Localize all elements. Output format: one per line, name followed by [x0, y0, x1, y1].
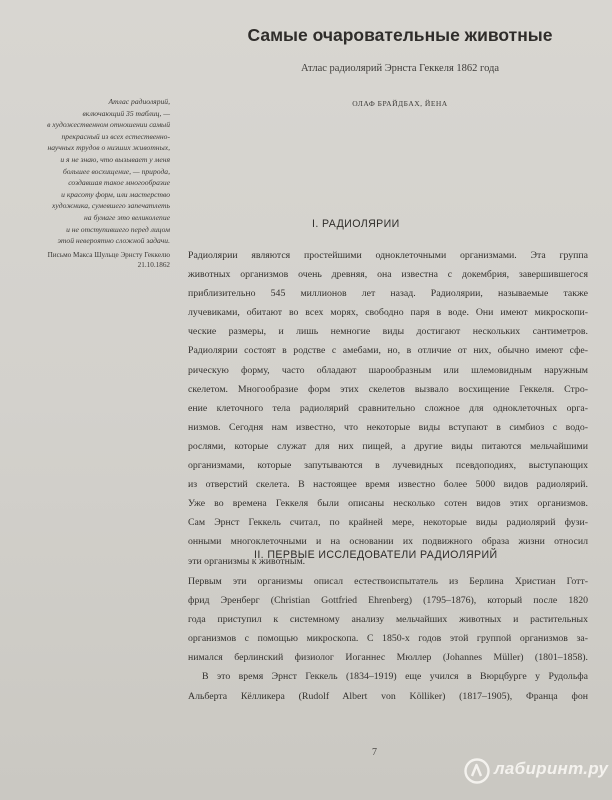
- section-body-radiolarians: [188, 246, 588, 571]
- body-line: Радиолярии состоят в родстве с амебами, но, в отличие от них, обычно имеют сфе-: [188, 345, 588, 357]
- epigraph-signature: Письмо Макса Шульце Эрнсту Геккелю: [47, 251, 170, 259]
- epigraph-line: художника, сумевшего запечатлеть: [52, 201, 170, 211]
- body-line: В это время Эрнст Геккель (1834–1919) еще учился в Вюрцбурге у Рудольфа: [202, 671, 588, 683]
- section-body-first-researchers: [188, 572, 588, 706]
- page-number: 7: [372, 747, 377, 758]
- epigraph-line: включающий 35 таблиц, —: [82, 108, 170, 118]
- page-subtitle: Атлас радиолярий Эрнста Геккеля 1862 года: [300, 63, 500, 74]
- body-line: ческие размеры, и лишь немногие виды достигают нескольких сантиметров.: [188, 326, 588, 338]
- body-line: лучевиками, обитают во всех морях, свободно паря в воде. Они имеют микроскопи-: [188, 307, 588, 319]
- epigraph-line: Атлас радиолярий,: [108, 97, 170, 106]
- body-line: животных организмов очень древняя, она известна с докембрия, завершившегося: [188, 269, 588, 281]
- body-line: онными многоклеточными и на основании их подвижного образа жизни относил: [188, 536, 588, 548]
- page-title: Самые очаровательные животные: [247, 25, 553, 45]
- epigraph-date: 21.10.1862: [137, 261, 170, 269]
- body-line: Уже во времена Геккеля были описаны несколько сотен видов этих организмов.: [188, 498, 588, 510]
- body-line: года приступил к системному анализу мельчайших животных и растительных: [188, 614, 588, 626]
- epigraph-line: этой невероятно сложной задачи.: [57, 236, 170, 246]
- body-line: организмами, которые запутываются в лучевидных псевдоподиях, выступающих: [188, 460, 588, 472]
- epigraph-line: и я не знаю, что вызывает у меня: [60, 154, 170, 164]
- body-line: Сам Эрнст Геккель считал, по крайней мере, некоторые виды радиолярий фузи-: [188, 517, 588, 529]
- body-line: рослями, которые служат для них пищей, а другие виды питаются мельчайшими: [188, 440, 588, 452]
- body-line: Радиолярии являются простейшими одноклеточными организмами. Эта группа: [188, 250, 588, 261]
- watermark-text: лабиринт.ру: [494, 759, 609, 778]
- body-line: организмов с помощью микроскопа. С 1850-х годов этой группой организмов за-: [188, 633, 588, 645]
- body-line: Альберта Кёлликера (Rudolf Albert von Kölliker) (1817–1905), Франца фон: [188, 690, 588, 702]
- body-line: низмов. Сегодня нам известно, что некоторые виды вступают в симбиоз с водо-: [188, 421, 588, 433]
- epigraph-line: и красоту форм, или мастерство: [61, 189, 170, 199]
- section-heading-radiolarians: I. РАДИОЛЯРИИ: [312, 218, 400, 230]
- labirint-logo-icon: [464, 758, 490, 784]
- epigraph: [20, 96, 170, 247]
- body-line: скелетом. Многообразие форм этих скелетов вызвало восхищение Геккеля. Стро-: [188, 383, 588, 395]
- epigraph-line: в художественном отношении самый: [47, 120, 170, 130]
- author-line: ОЛАФ БРАЙДБАХ, ЙЕНА: [352, 99, 448, 108]
- epigraph-attribution: [20, 250, 170, 270]
- body-line: нимался берлинский физиолог Иоганнес Мюллер (Johannes Müller) (1801–1858).: [188, 652, 588, 664]
- epigraph-line: и не отступившего перед лицом: [66, 224, 170, 234]
- epigraph-line: на бумаге это великолепие: [84, 212, 170, 222]
- body-line: из отверстий скелета. В настоящее время известно более 5000 видов радиолярий.: [188, 479, 588, 491]
- body-line: Первым эти организмы описал естествоиспытатель из Берлина Христиан Готт-: [188, 576, 588, 587]
- body-line: фрид Эренберг (Christian Gottfried Ehrenberg) (1795–1876), который после 1820: [188, 595, 588, 607]
- body-line: приблизительно 545 миллионов лет назад. Радиолярии, называемые также: [188, 288, 588, 300]
- epigraph-line: прекрасный из всех естественно-: [61, 131, 170, 141]
- epigraph-line: создавшая такое многообразие: [68, 178, 170, 188]
- body-line: эти организмы к животным.: [188, 555, 306, 567]
- body-line: рическую форму, часто обладают шарообразным или шлемовидным наружным: [188, 364, 588, 376]
- body-line: ение клеточного тела радиолярий сравнительно сложное для одноклеточных орга-: [188, 402, 588, 414]
- epigraph-line: научных трудов о низших животных,: [47, 143, 170, 153]
- section-heading-first-researchers: II. ПЕРВЫЕ ИССЛЕДОВАТЕЛИ РАДИОЛЯРИЙ: [254, 549, 498, 561]
- epigraph-line: большее восхищение, — природа,: [63, 166, 170, 176]
